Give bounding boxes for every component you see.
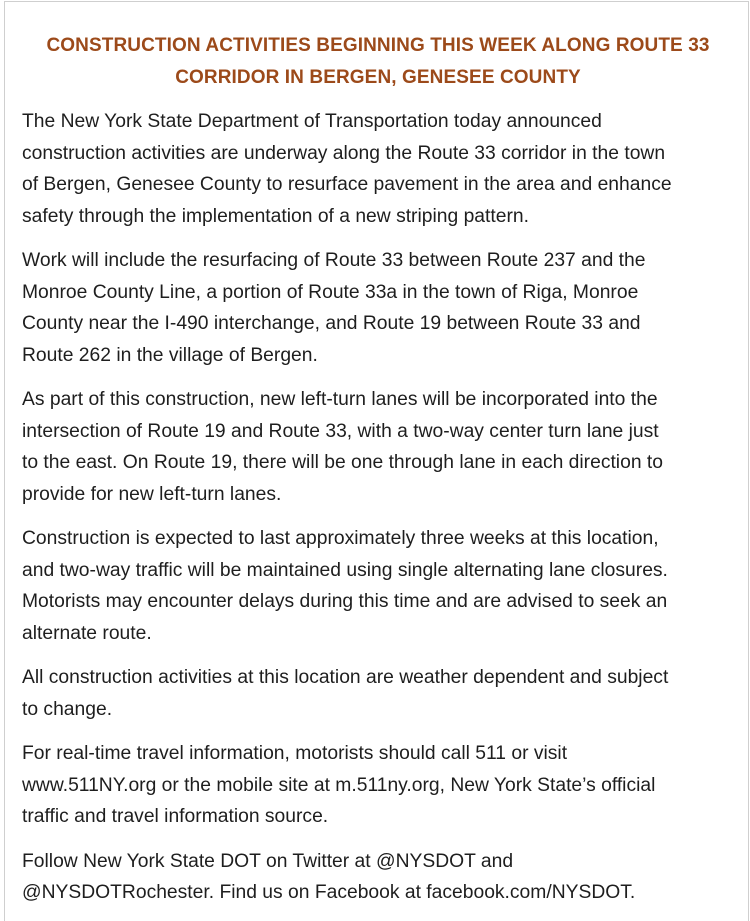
paragraph-line: Construction is expected to last approximately three weeks at this location,: [22, 528, 659, 549]
paragraph-travel-info: [22, 738, 734, 833]
headline-line: CORRIDOR IN BERGEN, GENESEE COUNTY: [175, 67, 581, 88]
paragraph-duration: [22, 523, 734, 649]
paragraph-line: to the east. On Route 19, there will be one through lane in each direction to: [22, 452, 663, 473]
paragraph-line: County near the I-490 interchange, and Route 19 between Route 33 and: [22, 313, 641, 334]
paragraph-weather: [22, 662, 734, 725]
paragraph-line: provide for new left-turn lanes.: [22, 483, 282, 505]
paragraph-work-scope: [22, 245, 734, 371]
paragraph-line: intersection of Route 19 and Route 33, with a two-way center turn lane just: [22, 420, 659, 442]
paragraph-line: Work will include the resurfacing of Route 33 between Route 237 and the: [22, 250, 646, 271]
paragraph-line: Route 262 in the village of Bergen.: [22, 344, 318, 366]
paragraph-line: to change.: [22, 698, 113, 720]
paragraph-line: construction activities are underway along the Route 33 corridor in the town: [22, 142, 666, 164]
headline-line: CONSTRUCTION ACTIVITIES BEGINNING THIS WEEK ALONG ROUTE 33: [46, 35, 710, 56]
paragraph-line: Monroe County Line, a portion of Route 33a in the town of Riga, Monroe: [22, 281, 639, 303]
paragraph-line: Follow New York State DOT on Twitter at @NYSDOT and: [22, 850, 514, 872]
paragraph-line: @NYSDOTRochester. Find us on Facebook at facebook.com/NYSDOT.: [22, 882, 636, 903]
paragraph-line: The New York State Department of Transportation today announced: [22, 111, 602, 132]
paragraph-line: and two-way traffic will be maintained using single alternating lane closures.: [22, 559, 668, 581]
paragraph-line: of Bergen, Genesee County to resurface pavement in the area and enhance: [22, 174, 672, 195]
paragraph-line: For real-time travel information, motorists should call 511 or visit: [22, 743, 568, 764]
paragraph-line: safety through the implementation of a new striping pattern.: [22, 205, 529, 227]
paragraph-line: alternate route.: [22, 622, 152, 644]
paragraph-turn-lanes: [22, 384, 734, 510]
paragraph-line: www.511NY.org or the mobile site at m.511ny.org, New York State’s official: [22, 774, 656, 796]
paragraph-social: [22, 846, 734, 909]
paragraph-announcement: [22, 106, 734, 232]
paragraph-line: All construction activities at this location are weather dependent and subject: [22, 667, 669, 688]
headline: [22, 30, 734, 94]
paragraph-line: Motorists may encounter delays during this time and are advised to seek an: [22, 591, 668, 612]
press-release: [22, 0, 734, 909]
paragraph-line: traffic and travel information source.: [22, 806, 329, 827]
paragraph-line: As part of this construction, new left-turn lanes will be incorporated into the: [22, 389, 658, 410]
